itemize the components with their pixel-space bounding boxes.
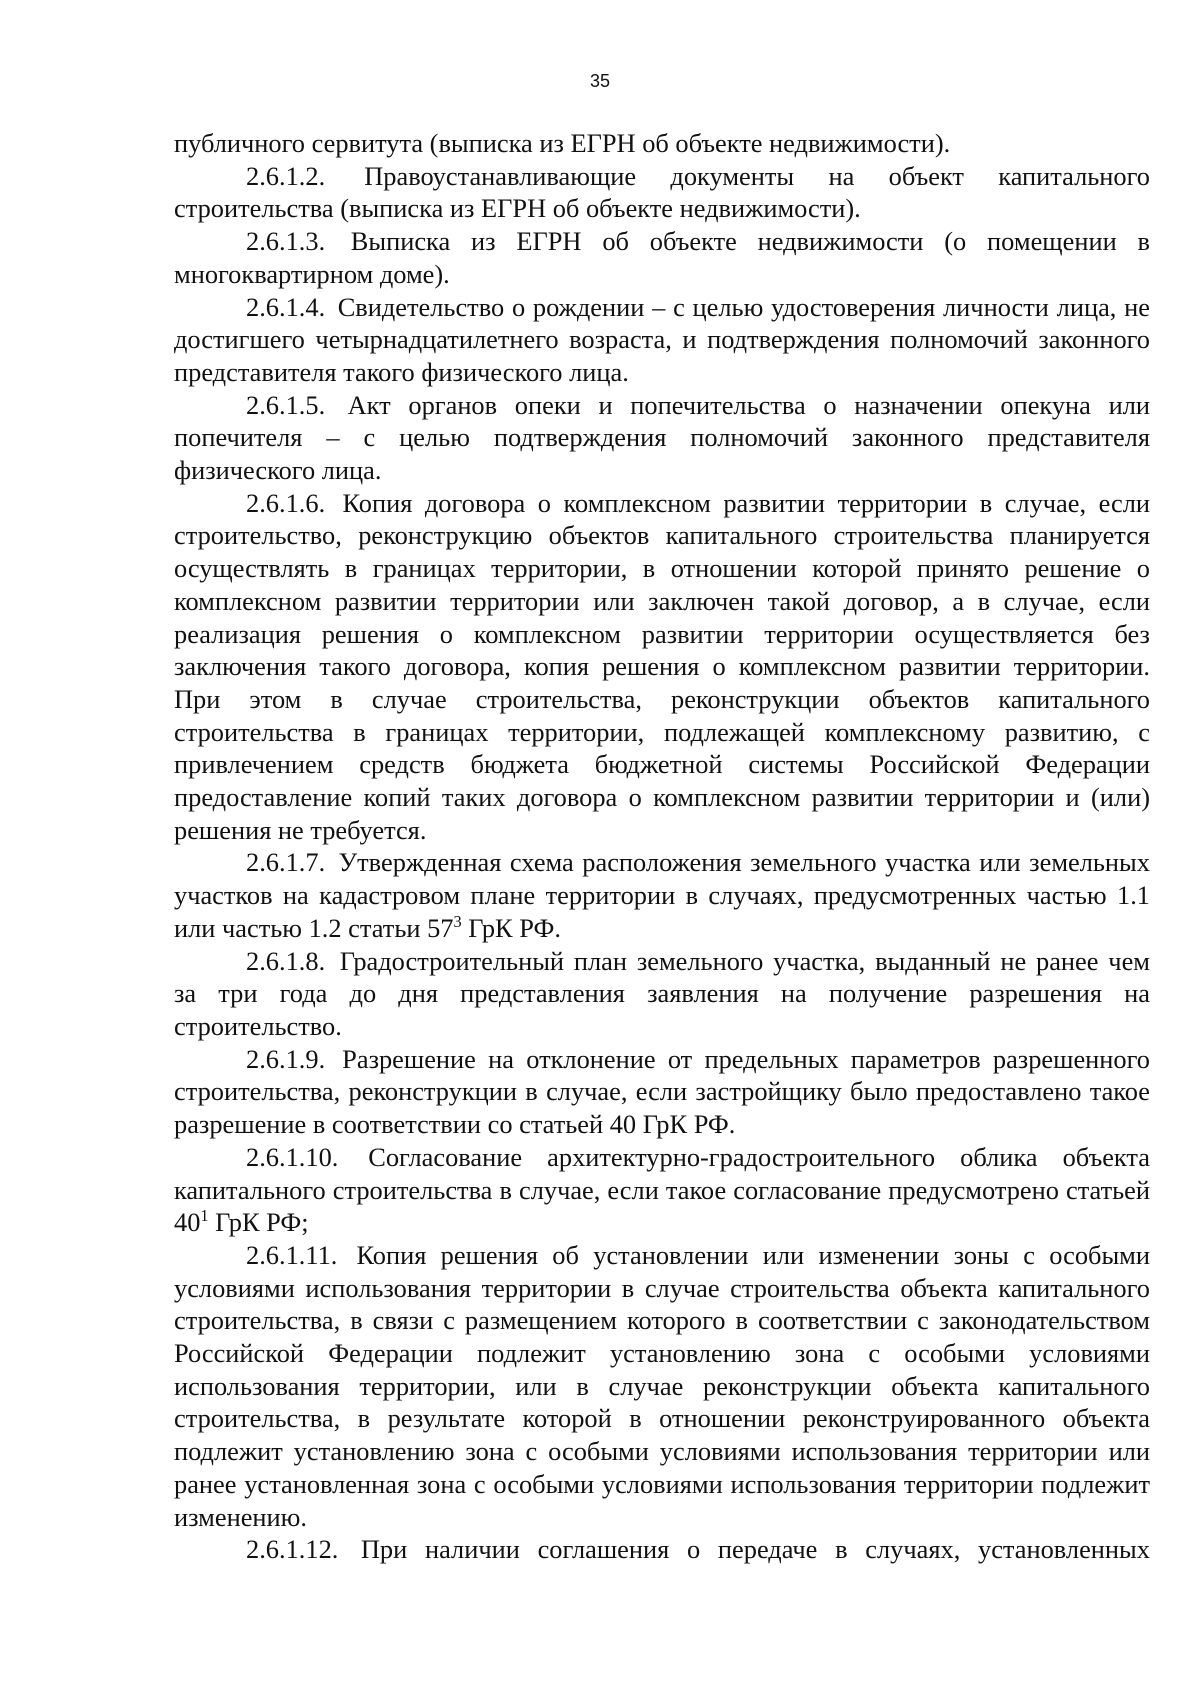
paragraph-number: 2.6.1.10. xyxy=(246,1141,339,1172)
superscript: 1 xyxy=(200,1206,209,1226)
page-number: 35 xyxy=(589,71,611,91)
paragraph-number: 2.6.1.4. xyxy=(246,291,326,322)
paragraph-2-6-1-10 xyxy=(174,1141,1150,1239)
paragraph-text: Акт органов опеки и попечительства о назначении опекуна или попечителя – с целью подтверждения полномочий законного представителя физического лица. xyxy=(174,389,1150,486)
paragraph-text: Правоустанавливающие документы на объект капитального строительства (выписка из ЕГРН об объекте недвижимости). xyxy=(174,160,1150,224)
paragraph-2-6-1-12 xyxy=(174,1533,1150,1566)
paragraph-2-6-1-2 xyxy=(174,160,1150,225)
paragraph-2-6-1-5 xyxy=(174,389,1150,487)
paragraph-2-6-1-4 xyxy=(174,291,1150,389)
paragraph-2-6-1-9 xyxy=(174,1043,1150,1141)
paragraph-continuation xyxy=(174,127,1150,160)
paragraph-number: 2.6.1.7. xyxy=(246,847,326,878)
document-body xyxy=(174,127,1150,1566)
paragraph-number: 2.6.1.2. xyxy=(246,160,326,191)
paragraph-text: Копия решения об установлении или изменении зоны с особыми условиями использования территории в случае строительства объекта капитального строительства, в связи с размещением которого в соответствии с законодательством Российской Федерации подлежит установлению зона с особыми условиями использования территории, или в случае реконструкции объекта капитального строительства, в результате которой в отношении реконструированного объекта подлежит установлению зона с особыми условиями использования территории или ранее установленная зона с особыми условиями использования территории подлежит изменению. xyxy=(174,1239,1150,1532)
superscript: 3 xyxy=(453,911,462,931)
paragraph-number: 2.6.1.11. xyxy=(246,1239,338,1270)
paragraph-2-6-1-7 xyxy=(174,846,1150,944)
paragraph-number: 2.6.1.12. xyxy=(246,1534,339,1565)
paragraph-number: 2.6.1.8. xyxy=(246,945,326,976)
paragraph-text: Градостроительный план земельного участка, выданный не ранее чем за три года до дня представления заявления на получение разрешения на строительство. xyxy=(174,945,1150,1041)
paragraph-2-6-1-3 xyxy=(174,225,1150,290)
paragraph-number: 2.6.1.9. xyxy=(246,1043,326,1074)
paragraph-text: При наличии соглашения о передаче в случаях, установленных xyxy=(360,1534,1150,1565)
paragraph-text: Свидетельство о рождении – с целью удостоверения личности лица, не достигшего четырнадцатилетнего возраста, и подтверждения полномочий законного представителя такого физического лица. xyxy=(174,291,1150,387)
paragraph-number: 2.6.1.5. xyxy=(246,389,326,420)
paragraph-text: Согласование архитектурно-градостроительного облика объекта капитального строительства в случае, если такое согласование предусмотрено статьей 40 xyxy=(174,1141,1150,1238)
paragraph-text: Копия договора о комплексном развитии территории в случае, если строительство, реконструкцию объектов капитального строительства планируется осуществлять в границах территории, в отношении которой принято решение о комплексном развитии территории или заключен такой договор, а в случае, если реализация решения о комплексном развитии территории осуществляется без заключения такого договора, копия решения о комплексном развитии территории. При этом в случае строительства, реконструкции объектов капитального строительства в границах территории, подлежащей комплексному развитию, с привлечением средств бюджета бюджетной системы Российской Федерации предоставление копий таких договора о комплексном развитии территории и (или) решения не требуется. xyxy=(174,487,1150,845)
paragraph-number: 2.6.1.3. xyxy=(246,226,326,257)
paragraph-2-6-1-8 xyxy=(174,945,1150,1043)
paragraph-2-6-1-11 xyxy=(174,1239,1150,1533)
paragraph-text: Выписка из ЕГРН об объекте недвижимости (о помещении в многоквартирном доме). xyxy=(174,226,1150,289)
paragraph-text: Утвержденная схема расположения земельного участка или земельных участков на кадастровом плане территории в случаях, предусмотренных частью 1.1 или частью 1.2 статьи 57 xyxy=(174,847,1150,943)
paragraph-2-6-1-6 xyxy=(174,487,1150,847)
paragraph-text-tail: ГрК РФ. xyxy=(461,912,561,943)
paragraph-text: Разрешение на отклонение от предельных параметров разрешенного строительства, реконструкции в случае, если застройщику было предоставлено такое разрешение в соответствии со статьей 40 ГрК РФ. xyxy=(174,1043,1150,1140)
paragraph-number: 2.6.1.6. xyxy=(246,487,326,518)
paragraph-text: публичного сервитута (выписка из ЕГРН об объекте недвижимости). xyxy=(174,128,951,158)
paragraph-text-tail: ГрК РФ; xyxy=(208,1207,309,1238)
